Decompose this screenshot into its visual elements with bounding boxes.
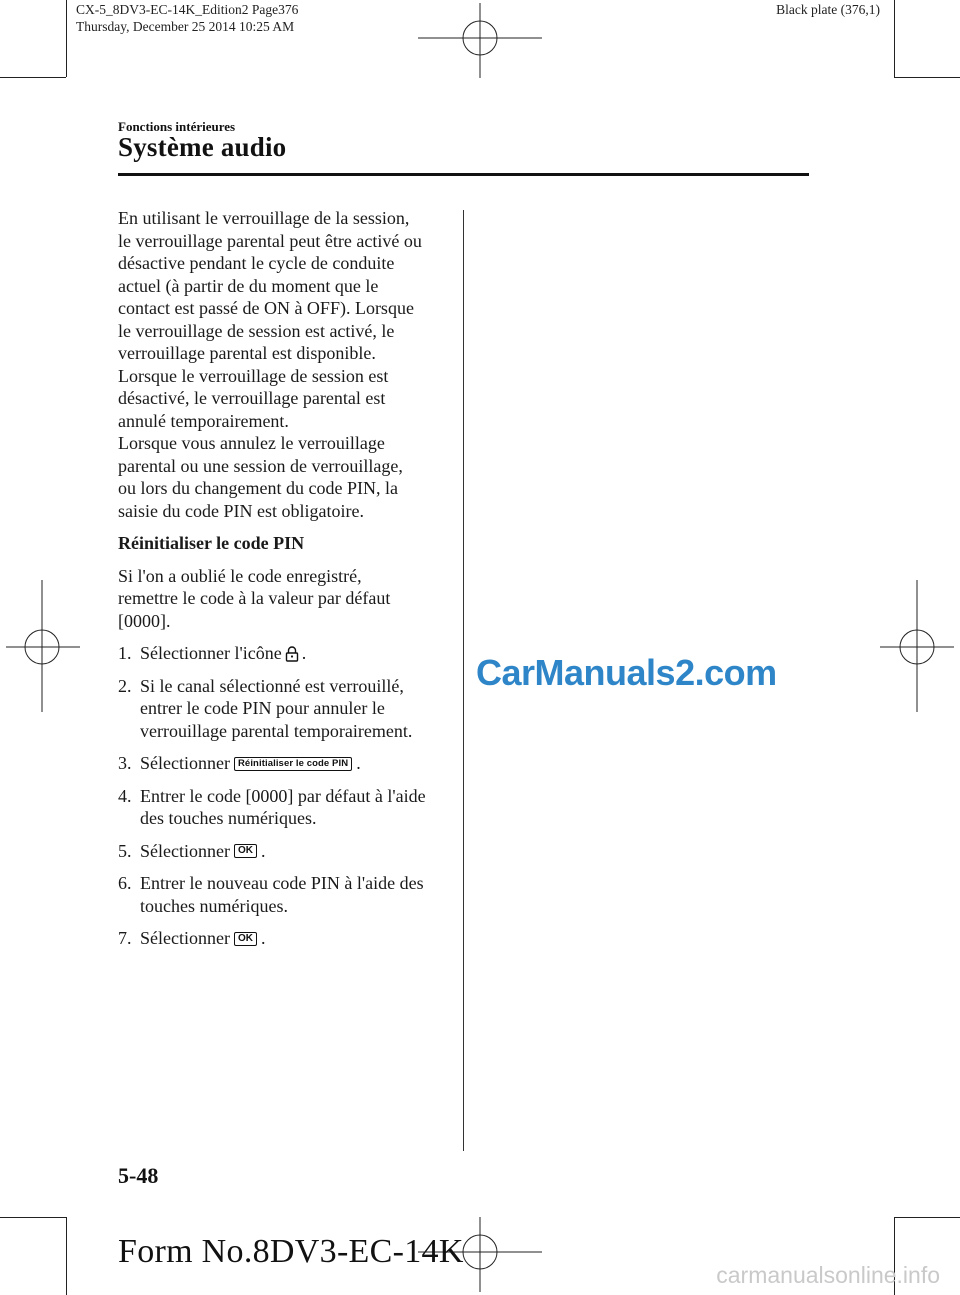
text-line: Lorsque le verrouillage de session est [118,365,389,386]
ok-button: OK [234,844,257,858]
text-line: Si l'on a oublié le code enregistré, [118,565,362,586]
subheading: Réinitialiser le code PIN [118,533,305,553]
text-line: désactive pendant le cycle de conduite [118,253,395,273]
text-line: remettre le code à la valeur par défaut [118,588,391,608]
step-text-after: . [260,928,266,949]
step-text-before: Sélectionner l'icône [140,643,282,663]
column-divider [463,210,464,1151]
text-line: Entrer le code [0000] par défaut à l'aide [140,785,426,806]
print-plate-label: Black plate (376,1) [776,2,880,17]
step-text [140,785,453,830]
text-line: saisie du code PIN est obligatoire. [118,500,364,521]
step-5 [118,840,453,863]
step-text [140,752,453,775]
page-title: Système audio [118,132,287,162]
text-line: verrouillage parental est disponible. [118,343,376,363]
step-text-before: Sélectionner [140,840,230,861]
ok-button: OK [234,932,257,946]
text-line: parental ou une session de verrouillage, [118,455,403,476]
step-text-before: Sélectionner [140,753,230,774]
step-4 [118,785,453,830]
text-line: contact est passé de ON à OFF). Lorsque [118,298,414,318]
text-line: touches numériques. [140,895,288,916]
text-line: En utilisant le verrouillage de la session, [118,208,410,228]
step-number: 6. [118,873,132,894]
step-text [140,840,453,863]
step-text-after: . [301,643,307,663]
step-text [140,642,453,665]
page-number: 5-48 [118,1163,159,1188]
intro-paragraph [118,207,453,522]
title-rule [118,173,809,176]
step-number: 2. [118,675,132,696]
footer-watermark: carmanualsonline.info [716,1262,940,1288]
text-line: [0000]. [118,610,171,631]
step-text-before: Sélectionner [140,928,230,949]
text-line: verrouillage parental temporairement. [140,720,413,741]
step-number: 5. [118,840,132,861]
step-3 [118,752,453,775]
text-line: Lorsque vous annulez le verrouillage [118,433,385,453]
body-column [118,207,453,950]
lock-icon [285,645,299,662]
step-6 [118,872,453,917]
step-1 [118,642,453,665]
step-text-after: . [260,840,266,861]
text-line: des touches numériques. [140,808,317,829]
text-line: le verrouillage de session est activé, le [118,320,395,341]
step-number: 4. [118,785,132,806]
text-line: Si le canal sélectionné est verrouillé, [140,675,404,696]
step-text [140,675,453,743]
section-label: Fonctions intérieures [118,119,236,134]
text-line: actuel (à partir de du moment que le [118,275,379,296]
step-text-after: . [356,753,361,774]
text-line: désactivé, le verrouillage parental est [118,388,386,408]
step-number: 3. [118,753,132,774]
step-7 [118,927,453,950]
step-2 [118,675,453,743]
print-timestamp: Thursday, December 25 2014 10:25 AM [76,19,295,34]
form-number: Form No.8DV3-EC-14K [118,1233,464,1270]
text-line: entrer le code PIN pour annuler le [140,698,385,719]
text-line: annulé temporairement. [118,410,289,431]
reset-pin-button: Réinitialiser le code PIN [234,757,352,771]
text-line: ou lors du changement du code PIN, la [118,478,398,498]
step-number: 1. [118,643,132,663]
watermark-logo: CarManuals2.com [476,652,777,693]
step-number: 7. [118,928,132,949]
print-header-left [76,1,298,35]
step-text [140,927,453,950]
text-line: le verrouillage parental peut être activé ou [118,230,422,251]
text-line: Entrer le nouveau code PIN à l'aide des [140,873,424,894]
step-text [140,872,453,917]
print-file-info: CX-5_8DV3-EC-14K_Edition2 Page376 [76,2,299,17]
reset-note [118,565,453,633]
